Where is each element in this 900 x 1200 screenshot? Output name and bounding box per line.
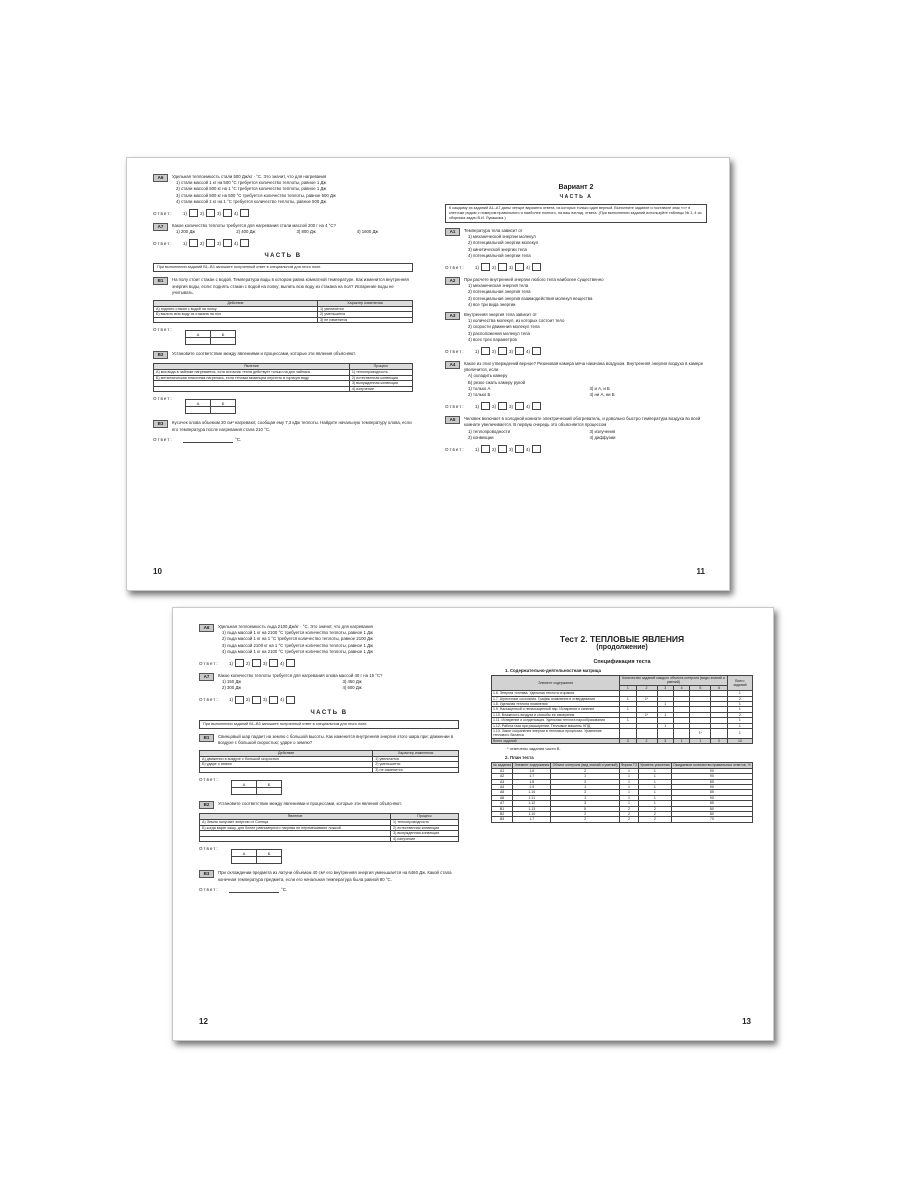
matching-table <box>153 363 413 392</box>
option: А) охладить камеру <box>468 373 508 379</box>
part-title: ЧАСТЬ В <box>310 709 348 716</box>
answer-row: Ответ: 1) 2) 3) 4) <box>445 347 707 355</box>
answer-cell[interactable] <box>186 338 211 345</box>
question-number-badge: А4 <box>445 361 460 369</box>
table-header: Элемент содержания <box>492 676 620 691</box>
page-number: 13 <box>742 1017 751 1026</box>
table-row: 1.8. Удельная теплота плавления 1 1 <box>492 702 753 707</box>
option: 1) стали массой 1 кг на 500 °С требуется количество теплоты, равное 1 Дж <box>176 180 327 186</box>
answer-row: Ответ: 1) 2) 3) 4) <box>199 696 459 704</box>
answer-box[interactable] <box>532 263 541 271</box>
table-row: А1 1.6 2 1 1 90 <box>492 768 753 773</box>
table-row: В1 1.13 5 2 2 80 <box>492 806 753 811</box>
question-b2 <box>153 351 413 359</box>
option: 4) 600 Дж <box>342 685 362 691</box>
matching-table <box>153 300 413 323</box>
question-a7 <box>153 223 413 235</box>
table-row: В2 1.10 2 2 2 80 <box>492 811 753 816</box>
question-number-badge: В3 <box>153 420 168 428</box>
question-number-badge: В3 <box>199 870 214 878</box>
answer-box[interactable] <box>481 402 490 410</box>
option: 3) льда массой 2100 кг на 1 °С требуется количество теплоты, равное 1 Дж <box>222 642 373 648</box>
answer-box[interactable] <box>286 659 295 667</box>
answer-row: Ответ: 1) 2) 3) 4) <box>445 445 707 453</box>
table-header: Элемент содержания <box>514 763 550 768</box>
answer-grid: А Б <box>185 330 236 345</box>
table-header: 3 <box>657 685 673 690</box>
answer-label: Ответ: <box>153 437 173 443</box>
table-note: * отмечены задания части В. <box>507 746 561 752</box>
question-a4 <box>445 361 707 398</box>
question-number-badge: В1 <box>199 734 214 742</box>
option: 2) льда массой 1 кг на 1 °С требуется количество теплоты, равное 2100 Дж <box>222 636 373 642</box>
question-b3 <box>199 870 459 882</box>
answer-grid: А Б <box>231 849 282 864</box>
answer-box[interactable] <box>269 696 278 704</box>
question-text: Какое из этих утверждений верное? Резиновая камера мяча накачана воздухом. Внутренняя энергия воздуха в камере увеличится, если <box>464 361 704 373</box>
option: 3) 450 Дж <box>342 679 362 685</box>
option: 2) 400 Дж <box>236 229 256 235</box>
part-instruction: При выполнении заданий В1–В3 запишите полученный ответ в специальном для этого поле. <box>199 720 459 729</box>
spec-title: Спецификация теста <box>593 659 651 665</box>
page-number: 10 <box>153 567 162 576</box>
part-title: ЧАСТЬ А <box>559 194 593 200</box>
answer-box[interactable] <box>269 659 278 667</box>
question-number-badge: А3 <box>445 312 460 320</box>
question-number-badge: А7 <box>153 223 168 231</box>
option: 2) только Б <box>468 392 491 398</box>
answer-cell[interactable] <box>232 788 257 795</box>
answer-cell[interactable] <box>211 338 236 345</box>
answer-box[interactable] <box>515 263 524 271</box>
option: 1) количества молекул, из которых состоит тело <box>468 318 565 324</box>
answer-box[interactable] <box>286 696 295 704</box>
answer-box[interactable] <box>515 347 524 355</box>
answer-box[interactable] <box>252 659 261 667</box>
question-b1 <box>153 277 413 296</box>
answer-label: Ответ: <box>153 240 173 246</box>
table-header: 1 <box>620 685 636 690</box>
answer-num: 2) <box>200 210 205 216</box>
table-row: А3 1.8 3 1 1 85 <box>492 779 753 784</box>
question-text: При расчете внутренней энергии любого тела наиболее существенно <box>464 277 604 283</box>
answer-num: 2) <box>200 240 205 246</box>
question-number-badge: В1 <box>153 277 168 285</box>
answer-box[interactable] <box>532 347 541 355</box>
part-instruction: При выполнении заданий В1–В3 запишите полученный ответ в специальном для этого поле. <box>153 263 413 272</box>
option: 4) льда массой 1 кг на 2100 °С требуется количество теплоты, равное 1 Дж <box>222 648 373 654</box>
option: 4) стали массой 1 кг на 1 °С требуется количество теплоты, равное 500 Дж <box>176 198 327 204</box>
question-number-badge: А1 <box>445 228 460 236</box>
answer-row: Ответ: 1) 2) 3) 4) <box>199 659 459 667</box>
table-header: 5 <box>690 685 711 690</box>
question-number-badge: В2 <box>199 801 214 809</box>
question-a6 <box>153 174 413 205</box>
option: 1) механическая энергия тела <box>468 283 529 289</box>
table-row: В3 1.7 2 2 2 70 <box>492 817 753 822</box>
question-number-badge: А7 <box>199 673 214 681</box>
answer-cell[interactable] <box>257 788 282 795</box>
answer-row: Ответ: °С. <box>199 887 288 893</box>
table-row: 1.7. Агрегатные состояния. График плавления и отвердевания 1 1* 2 <box>492 696 753 701</box>
answer-label: Ответ: <box>153 210 173 216</box>
question-number-badge: А6 <box>199 624 214 632</box>
test-plan-table <box>491 762 753 822</box>
page-10 <box>127 158 427 590</box>
question-number-badge: А2 <box>445 277 460 285</box>
question-text: Человек включает в холодной комнате электрический обогреватель, и довольно быстро температура воздуха во всей комнате увеличивается. В первую очередь это объясняется процессом <box>464 416 701 428</box>
matching-table: Явление Процесс А) Земля получает энергию от Солнца 1) теплопроводность Б) когда варят кашу, для более равномерного нагрева ее перемешивают ложкой 2) естественная конвекция 3) вынужденная конвекция 4) излучение <box>199 813 459 842</box>
answer-box[interactable] <box>498 263 507 271</box>
book-spread-top <box>126 157 730 591</box>
answer-num: 3) <box>217 210 222 216</box>
option: 3) кинетической энергии тела <box>468 246 527 252</box>
answer-box[interactable] <box>481 347 490 355</box>
question-a6 <box>199 624 459 655</box>
option: 4) 1600 Дж <box>356 229 379 235</box>
answer-row <box>153 239 413 247</box>
table-row: Б) когда варят кашу, для более равномерного нагрева ее перемешивают ложкой 2) естественная конвекция <box>200 825 459 831</box>
answer-cell[interactable] <box>257 857 282 864</box>
answer-label: Ответ: <box>153 327 173 333</box>
answer-box[interactable] <box>498 347 507 355</box>
table-row: 1.10. Влажность воздуха и способы ее измерения 1* 1 2 <box>492 712 753 717</box>
table-row: 4) излучение <box>154 386 413 392</box>
question-text: Установите соответствие между явлениями и процессами, которые эти явления объясняют. <box>218 801 402 807</box>
question-b1 <box>199 734 459 746</box>
table-row: 3) не изменится <box>154 317 413 323</box>
answer-box[interactable] <box>532 402 541 410</box>
table-row: А2 1.7 1 1 1 90 <box>492 774 753 779</box>
table-header: Характер изменения <box>317 301 412 307</box>
option: 2) скорости движения молекул тела <box>468 324 540 330</box>
answer-box[interactable] <box>235 696 244 704</box>
page-11 <box>427 158 727 590</box>
table-header: 4 <box>673 685 689 690</box>
answer-num: 3) <box>217 240 222 246</box>
table-row: Б) ударе о землю 2) уменьшится <box>200 762 459 768</box>
option: 2) потенциальной энергии молекул <box>468 240 539 246</box>
table-row: 1.9. Насыщенный и ненасыщенный пар. Испарение и кипение 1 1 <box>492 707 753 712</box>
answer-box[interactable] <box>189 209 198 217</box>
answer-box[interactable] <box>206 239 215 247</box>
question-number-badge: А5 <box>445 416 460 424</box>
table-row: 1.12. Работа газа при расширении. Тепловые машины. КПД 1 1 <box>492 723 753 728</box>
question-b3 <box>153 420 413 432</box>
option: 1) механической энергии молекул <box>468 234 536 240</box>
answer-num: 1) <box>183 240 188 246</box>
table-row: А5 1.10 3 1 1 85 <box>492 790 753 795</box>
option: 3) стали массой 500 кг на 500 °С требуется количество теплоты, равное 500 Дж <box>176 192 336 198</box>
answer-num: 4) <box>234 210 239 216</box>
table-row: А6 1.11 1 1 1 90 <box>492 795 753 800</box>
answer-label: Ответ: <box>153 396 173 402</box>
answer-box[interactable] <box>252 696 261 704</box>
answer-row: Ответ: 1) 2) 3) 4) <box>445 263 707 271</box>
test-title: Тест 2. ТЕПЛОВЫЕ ЯВЛЕНИЯ <box>559 634 685 644</box>
option: 1) 150 Дж <box>222 679 242 685</box>
question-text: Внутренняя энергия тела зависит от <box>464 312 537 318</box>
table-header: Ожидаемое количество правильных ответов, % <box>672 763 751 768</box>
table-row: А) вся вода в чайнике нагревается, хотя источник тепла действует только на дно чайника 1) теплопроводность <box>154 370 413 376</box>
question-a5 <box>445 416 707 441</box>
answer-grid: А Б <box>185 399 236 414</box>
table-row: 1.13. Закон сохранения энергии в тепловых процессах. Уравнение теплового баланса 1* 1 <box>492 729 753 739</box>
table-row: А) Земля получает энергию от Солнца 1) теплопроводность <box>200 820 459 826</box>
table-header: Количество заданий каждого объекта контроля (виды знаний и умений) <box>620 676 728 686</box>
option: 3) излучения <box>589 428 616 434</box>
option: 2) потенциальная энергия тела <box>468 289 531 295</box>
question-a2 <box>445 277 707 308</box>
page-12 <box>173 608 473 1040</box>
table-header: Форма ТЗ <box>620 763 637 768</box>
table-row: 3) не изменится <box>200 767 459 773</box>
section-heading: 2. План теста <box>505 755 534 761</box>
table-row: А7 1.12 3 1 1 85 <box>492 801 753 806</box>
table-header: Объект контроля (вид знаний и умений) <box>552 763 618 768</box>
table-row: 4) излучение <box>200 836 459 842</box>
table-row: 1.6. Энергия топлива. Удельная теплота сгорания 1 <box>492 691 753 696</box>
content-matrix-table <box>491 675 753 744</box>
unit-label: °С. <box>235 437 242 443</box>
answer-cell[interactable] <box>211 407 236 414</box>
question-text: Кусочек олова объемом 20 см³ нагревают, сообщая ему 7,3 кДж теплоты. Найдите начальную температуру олова, если его температура после нагревания стала 210 °С. <box>172 420 412 432</box>
table-header: Явление <box>154 364 350 370</box>
answer-num: 1) <box>183 210 188 216</box>
answer-row <box>153 209 413 217</box>
answer-row: Ответ: <box>199 846 219 852</box>
answer-row: Ответ: 1) 2) 3) 4) <box>445 402 707 410</box>
answer-grid: А Б <box>231 780 282 795</box>
option: 2) конвекции <box>468 434 494 440</box>
test-subtitle: (продолжение) <box>596 644 648 651</box>
answer-box[interactable] <box>481 445 490 453</box>
answer-blank[interactable] <box>229 887 279 893</box>
option: 1) теплопроводности <box>468 428 511 434</box>
answer-box[interactable] <box>223 239 232 247</box>
table-row: 3) вынужденная конвекция <box>200 831 459 837</box>
answer-box[interactable] <box>515 445 524 453</box>
table-header: Действие <box>154 301 318 307</box>
answer-cell[interactable] <box>186 407 211 414</box>
question-text: Температура тела зависит от <box>464 228 523 233</box>
table-row: А) движении в воздухе с большой скоростью 1) увеличится <box>200 756 459 762</box>
answer-box[interactable] <box>240 209 249 217</box>
answer-row: Ответ: <box>199 777 219 783</box>
table-header: 6 <box>711 685 727 690</box>
page-number: 11 <box>696 567 705 576</box>
part-title: ЧАСТЬ В <box>264 253 302 260</box>
option: 4) все три вида энергии <box>468 301 516 307</box>
table-header: Процесс <box>349 364 412 370</box>
page-number: 12 <box>199 1017 208 1026</box>
answer-box[interactable] <box>240 239 249 247</box>
question-text: На полу стоит стакан с водой. Температура воды в котором равна комнатной температуре. Как изменится внутренняя энергия воды, если: поднять стакан с водой на полку; вылить всю воду из стакана на пол? Испарение воды не учитывать. <box>172 277 409 295</box>
answer-box[interactable] <box>498 402 507 410</box>
matching-table: Действие Характер изменения А) движении в воздухе с большой скоростью 1) увеличится Б) ударе о землю 2) уменьшится 3) не изменится <box>199 750 459 773</box>
question-a1 <box>445 228 707 259</box>
option: 2) стали массой 500 кг на 1 °С требуется количество теплоты, равное 1 Дж <box>176 186 327 192</box>
table-row: А4 1.9 1 1 1 90 <box>492 784 753 789</box>
book-spread-bottom <box>172 607 774 1041</box>
option: 3) расположения молекул тела <box>468 330 530 336</box>
question-text: Удельная теплоемкость льда 2100 Дж/кг · °С. Это значит, что для нагревания <box>218 624 373 629</box>
option: 3) потенциальная энергия взаимодействия молекул вещества <box>468 295 593 301</box>
question-text: Какое количество теплоты требуется для нагревания стали массой 200 г на 4 °С? <box>172 223 336 229</box>
answer-cell[interactable] <box>232 857 257 864</box>
question-number-badge: В2 <box>153 351 168 359</box>
option: 4) ни А, ни Б <box>589 392 615 398</box>
answer-box[interactable] <box>206 209 215 217</box>
answer-box[interactable] <box>189 239 198 247</box>
option: 3) 800 Дж <box>296 229 316 235</box>
question-b2 <box>199 801 459 809</box>
option: Б) резко сжать камеру рукой <box>468 379 525 385</box>
answer-blank[interactable] <box>183 437 233 443</box>
option: 1) только А <box>468 385 491 391</box>
answer-box[interactable] <box>481 263 490 271</box>
answer-box[interactable] <box>235 659 244 667</box>
table-row: Всего заданий 3 2 3 1 1 0 10 <box>492 738 753 743</box>
question-text: Какое количество теплоты требуется для нагревания олова массой 40 г на 15 °С? <box>218 673 383 679</box>
table-row: 1.11. Испарение и конденсация. Удельная теплота парообразования 1 1 <box>492 718 753 723</box>
table-header: Уровень усвоения <box>640 763 670 768</box>
question-text: Удельная теплоемкость стали 500 Дж/кг · °С. Это значит, что для нагревания <box>172 174 327 179</box>
table-header: № задания <box>493 763 512 768</box>
table-row: Б) вылить всю воду из стакана на пол 2) уменьшится <box>154 312 413 318</box>
option: 2) 300 Дж <box>222 685 242 691</box>
answer-num: 4) <box>234 240 239 246</box>
option: 1) 200 Дж <box>176 229 196 235</box>
instruction-box: К каждому из заданий А1–А7 даны четыре варианта ответа, из которых только один верный. Выполните задание и поставьте знак «×» в клеточке рядом с номером правильного и наиболее полного, на ваш взгляд, ответа. (При выполнении заданий используйте таблицы № 1, 4 из сборника задач В.И. Лукашика.) <box>445 204 707 223</box>
question-text: При охлаждении предмета из латуни объемом 40 см³ его внутренняя энергия уменьшается на 6460 Дж. Какой стала конечная температура предмета, если его начальная температура была равной 80 °С. <box>218 870 452 882</box>
option: 1) льда массой 1 кг на 2100 °С требуется количество теплоты, равное 1 Дж <box>222 630 373 636</box>
question-number-badge: А6 <box>153 174 168 182</box>
question-a7 <box>199 673 459 692</box>
table-row: 3) вынужденная конвекция <box>154 381 413 387</box>
question-text: Свинцовый шар падает на землю с большой высоты. Как изменится внутренняя энергия этого шара при: движении в воздухе с большой скоростью; ударе о землю? <box>218 733 454 745</box>
answer-box[interactable] <box>498 445 507 453</box>
option: 4) потенциальной энергии тела <box>468 252 531 258</box>
question-a3 <box>445 312 707 343</box>
table-header: Всего заданий <box>727 676 752 691</box>
answer-box[interactable] <box>223 209 232 217</box>
page-13 <box>473 608 773 1040</box>
option: 4) диффузии <box>589 434 616 440</box>
option: 4) всех трех параметров <box>468 336 517 342</box>
table-row: А) поднять стакан с водой на полку 1) увеличится <box>154 306 413 312</box>
table-header: 2 <box>636 685 657 690</box>
answer-box[interactable] <box>515 402 524 410</box>
answer-row <box>153 437 413 443</box>
option: 3) и А, и Б <box>589 385 610 391</box>
variant-title: Вариант 2 <box>558 184 594 191</box>
question-text: Установите соответствие между явлениями и процессами, которые эти явления объясняют. <box>172 351 356 357</box>
section-heading: 1. Содержательно-деятельностная матрица <box>505 668 601 673</box>
table-row: Б) металлическая пластинка нагрелась, если теплым мизинцем опустить в горячую воду 2) естественная конвекция <box>154 375 413 381</box>
answer-box[interactable] <box>532 445 541 453</box>
